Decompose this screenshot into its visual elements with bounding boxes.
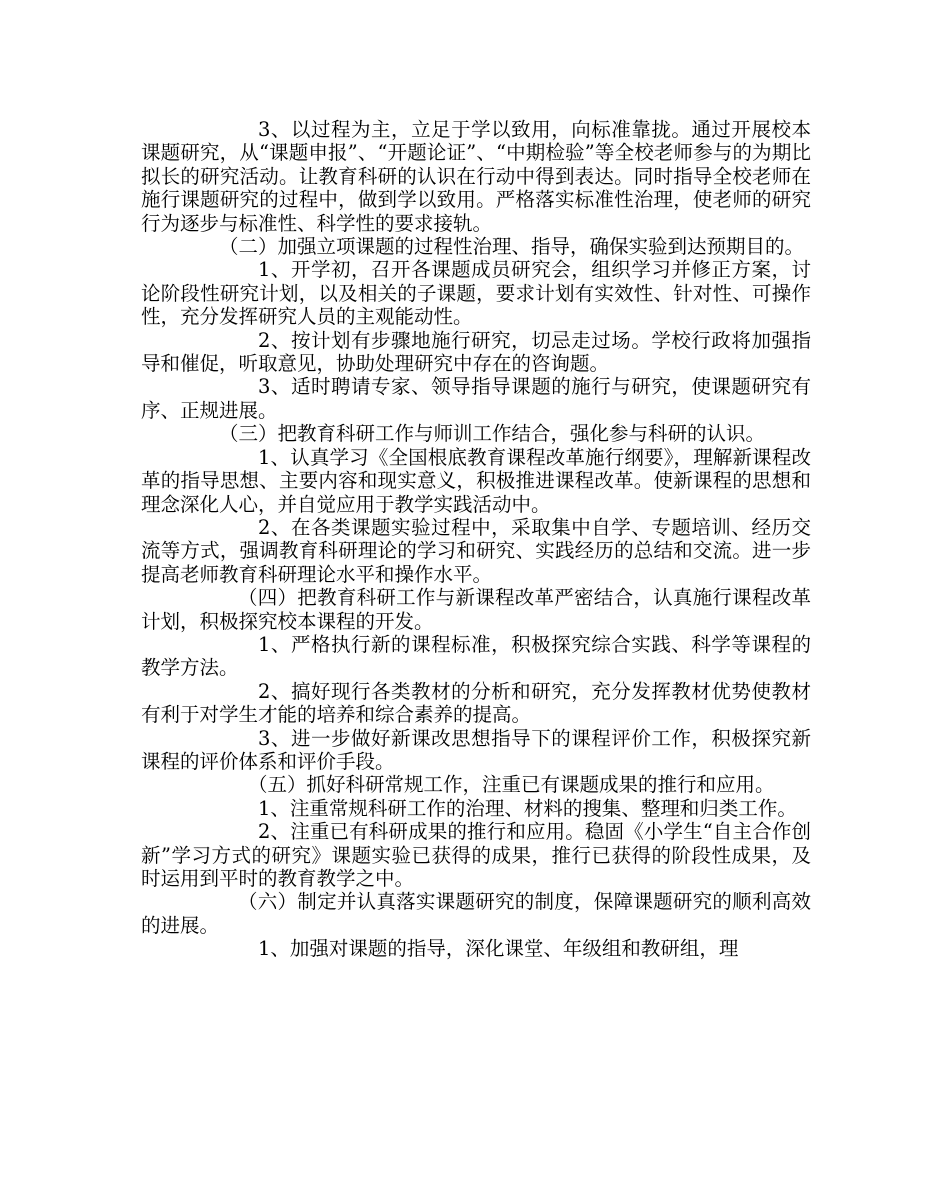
section-heading-5: （五）抓好科研常规工作，注重已有课题成果的推行和应用。 bbox=[248, 773, 775, 797]
paragraph-3-1: 1、认真学习《全国根底教育课程改革施行纲要》，理解新课程改革的指导思想、主要内容和现实意义，积极推进课程改革。使新课程的思想和理念深化人心，并自觉应用于教学实践活动中。 bbox=[141, 445, 811, 516]
paragraph-4-3: 3、进一步做好新课改思想指导下的课程评价工作，积极探究新课程的评价体系和评价手段。 bbox=[141, 726, 811, 773]
section-heading-2: （二）加强立项课题的过程性治理、指导，确保实验到达预期目的。 bbox=[219, 235, 805, 259]
section-heading-4: （四）把教育科研工作与新课程改革严密结合，认真施行课程改革计划，积极探究校本课程的开发。 bbox=[141, 586, 811, 633]
section-heading-6: （六）制定并认真落实课题研究的制度，保障课题研究的顺利高效的进展。 bbox=[141, 890, 811, 937]
paragraph-5-1: 1、注重常规科研工作的治理、材料的搜集、整理和归类工作。 bbox=[258, 796, 797, 820]
paragraph-2-3: 3、适时聘请专家、领导指导课题的施行与研究，使课题研究有序、正规进展。 bbox=[141, 375, 811, 422]
paragraph-3-2: 2、在各类课题实验过程中，采取集中自学、专题培训、经历交流等方式，强调教育科研理论的学习和研究、实践经历的总结和交流。进一步提高老师教育科研理论水平和操作水平。 bbox=[141, 515, 811, 586]
paragraph-4-1: 1、严格执行新的课程标准，积极探究综合实践、科学等课程的教学方法。 bbox=[141, 632, 811, 680]
paragraph-6-1: 1、加强对课题的指导，深化课堂、年级组和教研组，理 bbox=[258, 937, 739, 961]
section-heading-3: （三）把教育科研工作与师训工作结合，强化参与科研的认识。 bbox=[219, 422, 766, 446]
document-body bbox=[141, 118, 811, 961]
paragraph-1: 3、以过程为主，立足于学以致用，向标准靠拢。通过开展校本课题研究，从“课题申报”、“开题论证”、“中期检验”等全校老师参与的为期比拟长的研究活动。让教育科研的认识在行动中得到表达。同时指导全校老师在施行课题研究的过程中，做到学以致用。严格落实标准性治理，使老师的研究行为逐步与标准性、科学性的要求接轨。 bbox=[141, 118, 811, 235]
paragraph-2-1: 1、开学初，召开各课题成员研究会，组织学习并修正方案，讨论阶段性研究计划，以及相关的子课题，要求计划有实效性、针对性、可操作性，充分发挥研究人员的主观能动性。 bbox=[141, 258, 811, 329]
paragraph-4-2: 2、搞好现行各类教材的分析和研究，充分发挥教材优势使教材有利于对学生才能的培养和综合素养的提高。 bbox=[141, 679, 811, 727]
paragraph-2-2: 2、按计划有步骤地施行研究，切忌走过场。学校行政将加强指导和催促，听取意见，协助处理研究中存在的咨询题。 bbox=[141, 328, 811, 376]
paragraph-5-2: 2、注重已有科研成果的推行和应用。稳固《小学生“自主合作创新”学习方式的研究》课题实验已获得的成果，推行已获得的阶段性成果，及时运用到平时的教育教学之中。 bbox=[141, 820, 811, 890]
